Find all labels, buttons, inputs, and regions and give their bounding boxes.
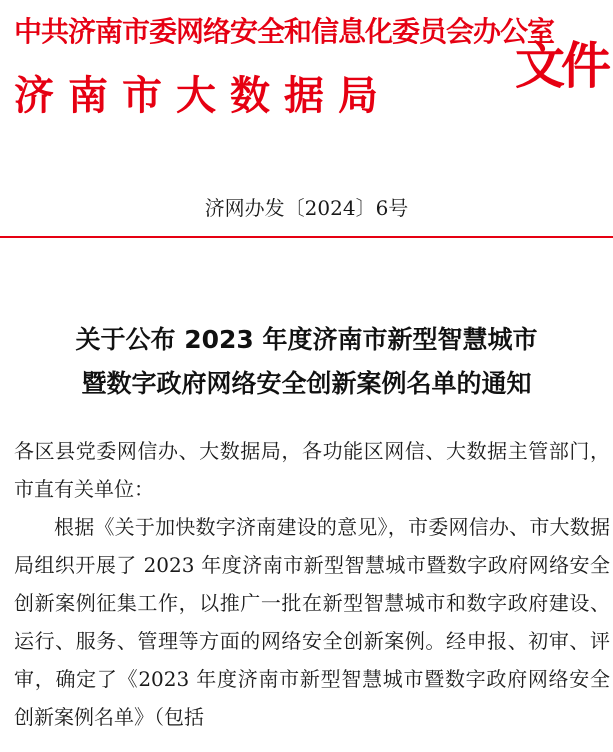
title-line-1: 关于公布 2023 年度济南市新型智慧城市 <box>75 325 538 354</box>
body-paragraph: 根据《关于加快数字济南建设的意见》，市委网信办、市大数据局组织开展了 2023 年度济南市新型智慧城市暨数字政府网络安全创新案例征集工作，以推广一批在新型智慧城市和数字政府建设、运行、服务、管理等方面的网络安全创新案例。经申报、初审、评审，确定了《2023 年度济南市新型智慧城市暨数字政府网络安全创新案例名单》（包括 <box>14 515 610 729</box>
document-type-label: 文件 <box>515 37 607 95</box>
document-title <box>0 318 613 406</box>
document-number: 济网办发〔2024〕6号 <box>204 196 409 220</box>
issuing-org-line-2: 济南市大数据局 <box>14 73 392 119</box>
document-header <box>0 0 613 140</box>
issuing-org-line-1: 中共济南市委网络安全和信息化委员会办公室 <box>14 15 555 48</box>
title-line-2: 暨数字政府网络安全创新案例名单的通知 <box>81 369 532 398</box>
red-separator-line <box>0 236 613 238</box>
document-body <box>14 432 610 736</box>
salutation: 各区县党委网信办、大数据局，各功能区网信、大数据主管部门，市直有关单位： <box>14 439 610 501</box>
